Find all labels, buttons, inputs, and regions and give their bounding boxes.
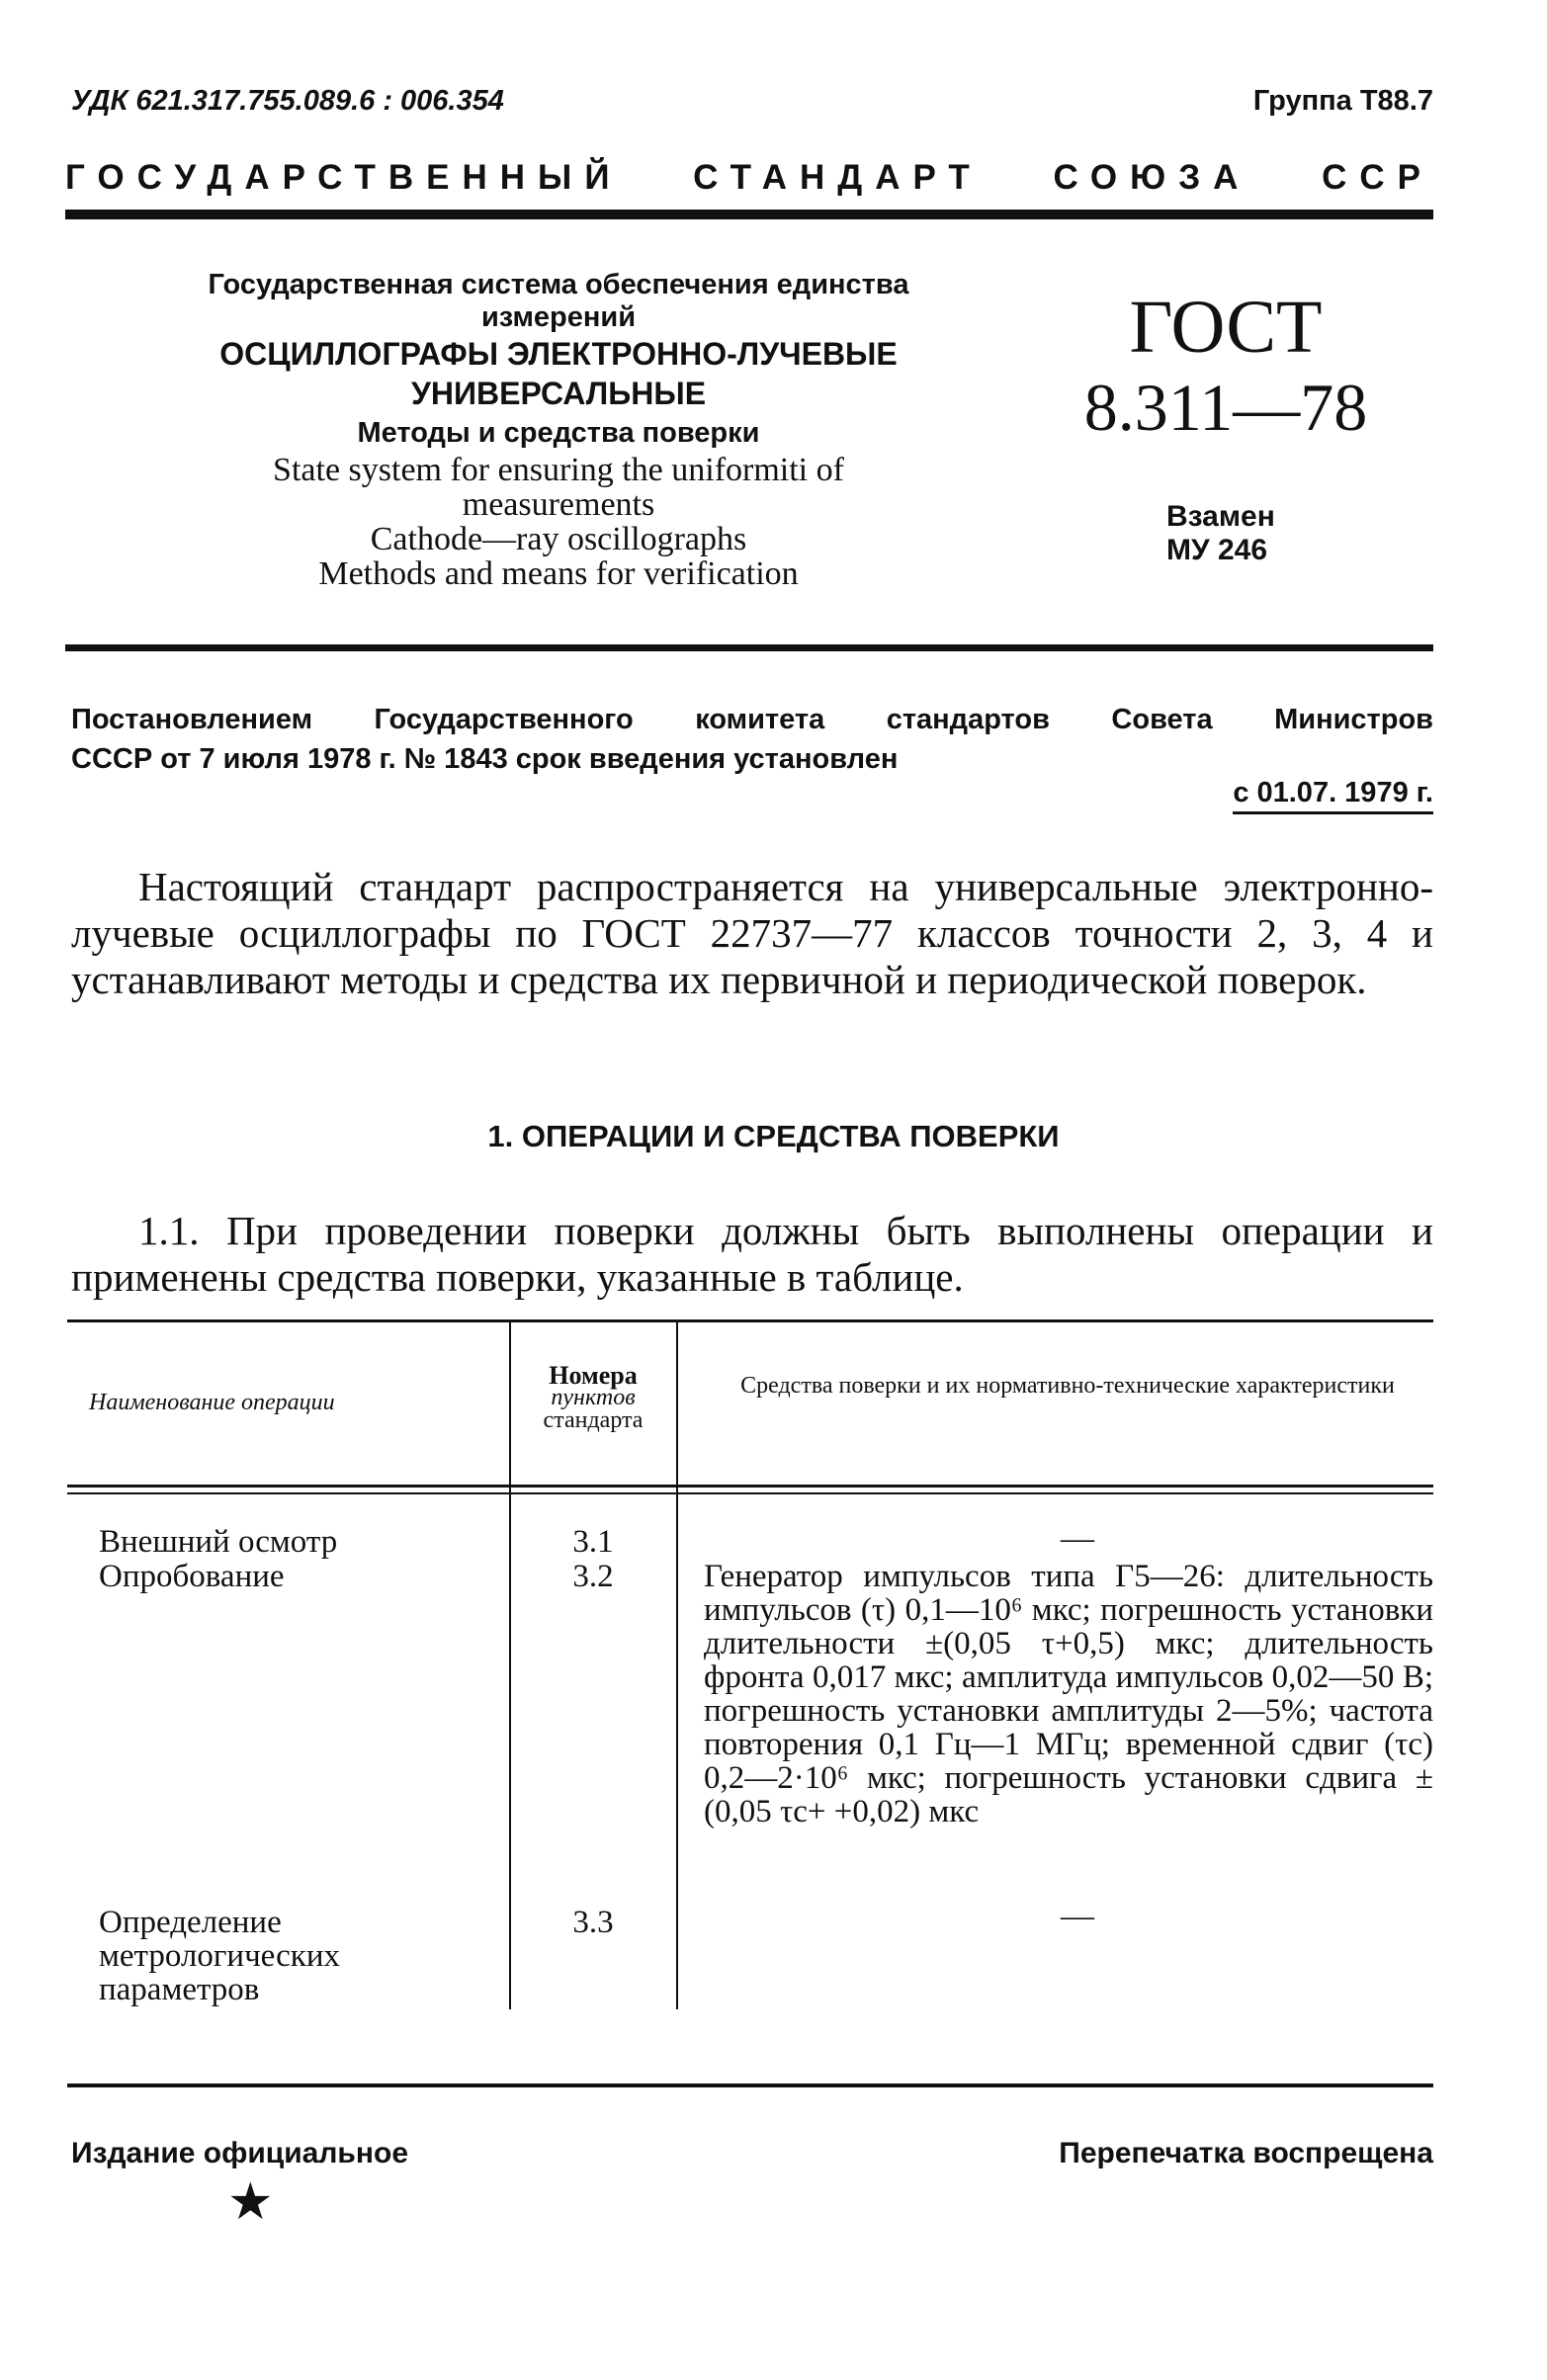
title-en-2: measurements [462, 486, 655, 523]
table-row-name: Определение метрологических параметров [99, 1905, 340, 2007]
title-en-3: Cathode—ray oscillographs [370, 521, 747, 557]
standard-banner [65, 158, 1433, 198]
table-column-divider [509, 1322, 511, 2009]
banner-word: СТАНДАРТ [693, 158, 983, 197]
decree-word: комитета [695, 704, 825, 735]
table-row-dash: — [1061, 1520, 1094, 1557]
replaces-block [1166, 500, 1275, 567]
table-row-num: 3.2 [572, 1559, 614, 1594]
decree-line-2: СССР от 7 июля 1978 г. № 1843 срок введения установлен [71, 743, 899, 775]
decree-word: Государственного [374, 704, 634, 735]
header-clause-line-3: стандарта [543, 1407, 644, 1433]
table-header-rule [67, 1485, 1433, 1488]
gost-designation [1077, 287, 1374, 447]
table-row-dash: — [1061, 1898, 1094, 1934]
title-block [129, 269, 988, 591]
header-clause-line-2: пунктов [551, 1385, 636, 1410]
group-code: Группа Т88.7 [1252, 85, 1433, 117]
gost-code: ГОСТ [1129, 286, 1323, 369]
title-en-1: State system for ensuring the uniformiti of [273, 452, 844, 488]
title-en-4: Methods and means for verification [318, 555, 799, 592]
decree-word: Совета [1111, 704, 1213, 735]
table-column-divider [676, 1322, 678, 2009]
table-header-rule-2 [67, 1492, 1433, 1494]
decree [71, 700, 1433, 779]
title-subtitle: Методы и средства поверки [357, 417, 760, 449]
banner-word: СОЮЗА [1053, 158, 1251, 197]
replaces-label: Взамен [1166, 500, 1275, 533]
title-line-2: измерений [480, 301, 637, 333]
table-header-means: Средства поверки и их нормативно-технические характеристики [740, 1373, 1395, 1399]
replaces-value: МУ 246 [1166, 534, 1268, 566]
title-main: ОСЦИЛЛОГРАФЫ ЭЛЕКТРОННО-ЛУЧЕВЫЕ [219, 336, 898, 372]
intro-text: Настоящий стандарт распространяется на универсальные электронно-лучевые осциллографы по ГОСТ 22737—77 классов точности 2, 3, 4 и устанавливают методы и средства их первичной и периодической поверок. [71, 864, 1433, 1002]
reprint-prohibited: Перепечатка воспрещена [1059, 2137, 1433, 2169]
table-top-rule [67, 1319, 1433, 1322]
banner-word: ГОСУДАРСТВЕННЫЙ [65, 158, 623, 197]
decree-word: стандартов [886, 704, 1050, 735]
star-icon: ★ [227, 2174, 274, 2231]
udk-code: УДК 621.317.755.089.6 : 006.354 [71, 85, 504, 117]
decree-word: Министров [1274, 704, 1433, 735]
table-header-clause [514, 1361, 672, 1433]
table-row-desc: Генератор импульсов типа Г5—26: длительность импульсов (τ) 0,1—10⁶ мкс; погрешность установки длительности ±(0,05 τ+0,5) мкс; длительность фронта 0,017 мкс; амплитуда импульсов 0,02—50 В; погрешность установки амплитуды 2—5%; частота повторения 0,1 Гц—1 МГц; временной сдвиг (τс) 0,2—2·10⁶ мкс; погрешность установки сдвига ±(0,05 τс+ +0,02) мкс [704, 1559, 1433, 1829]
title-main-2: УНИВЕРСАЛЬНЫЕ [410, 376, 707, 411]
header-rule [65, 210, 1433, 219]
intro-paragraph [71, 864, 1433, 1003]
footer-rule [67, 2083, 1433, 2087]
title-line-1: Государственная система обеспечения единства [208, 269, 909, 300]
banner-word: ССР [1322, 158, 1433, 197]
official-edition: Издание официальное [71, 2137, 409, 2169]
section-title: 1. ОПЕРАЦИИ И СРЕДСТВА ПОВЕРКИ [487, 1119, 1060, 1153]
gost-number: 8.311—78 [1083, 370, 1368, 445]
table-row-num: 3.3 [572, 1905, 614, 1940]
effective-date: с 01.07. 1979 г. [1233, 777, 1433, 814]
table-row-name: Опробование [99, 1559, 285, 1594]
decree-word: Постановлением [71, 704, 313, 735]
table-row-name: Внешний осмотр [99, 1524, 338, 1560]
table-header-operation: Наименование операции [89, 1390, 335, 1415]
header-clause-line-1: Номера [549, 1361, 638, 1390]
title-rule [65, 644, 1433, 651]
paragraph-1-1: 1.1. При проведении поверки должны быть выполнены операции и применены средства поверки, указанные в таблице. [71, 1208, 1433, 1300]
table-row-num: 3.1 [572, 1524, 614, 1560]
